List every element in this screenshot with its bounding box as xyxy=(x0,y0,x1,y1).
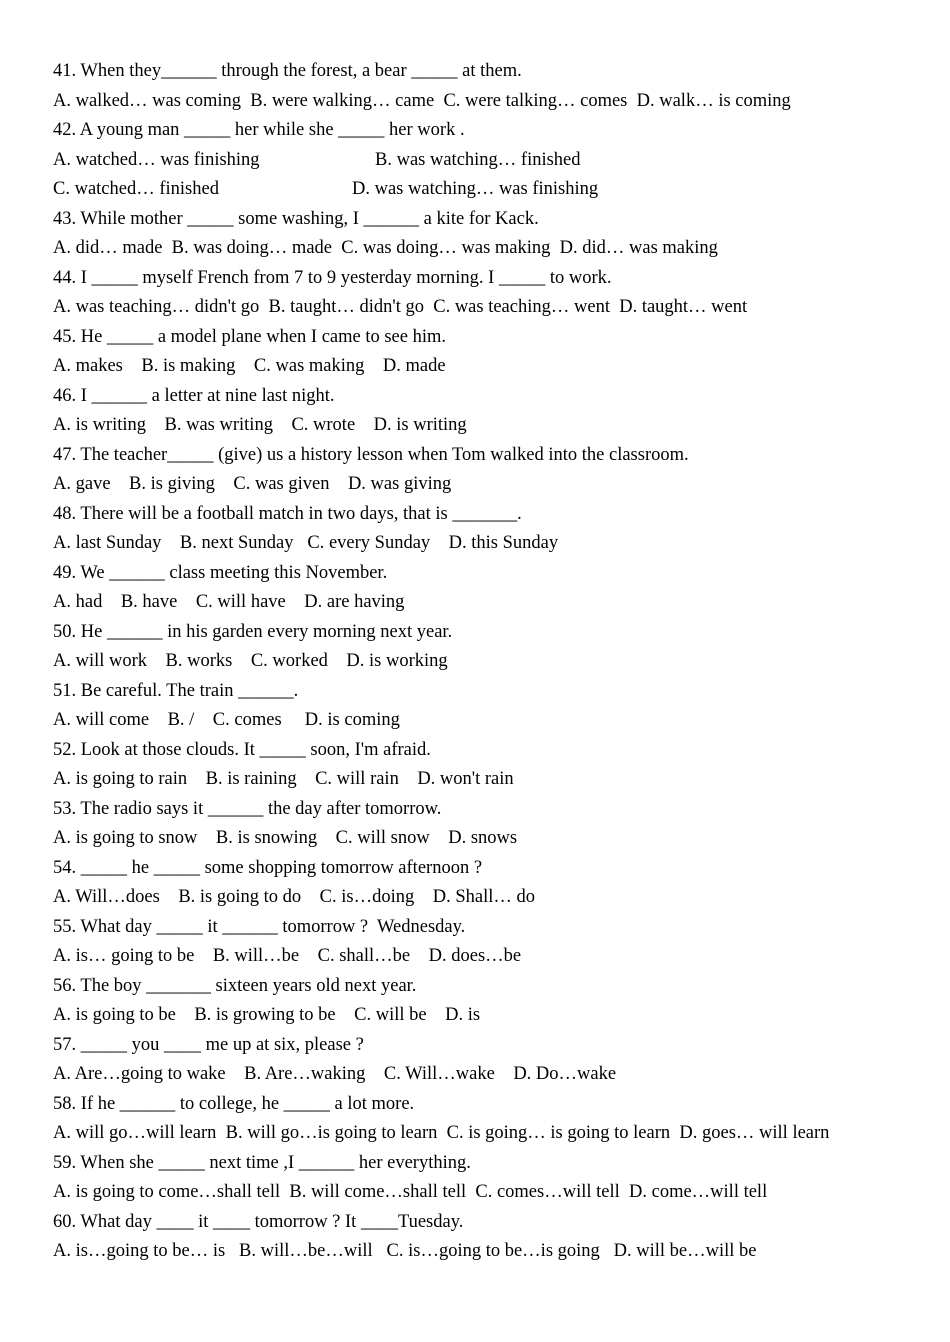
question-56: 56. The boy _______ sixteen years old next year. xyxy=(53,975,417,996)
options-48: A. last Sunday B. next Sunday C. every Sunday D. this Sunday xyxy=(53,533,559,553)
question-57: 57. _____ you ____ me up at six, please ? xyxy=(53,1034,364,1055)
options-44: A. was teaching… didn't go B. taught… didn't go C. was teaching… went D. taught… went xyxy=(53,297,748,317)
options-42-row-2 xyxy=(53,175,933,205)
question-41: 41. When they______ through the forest, a bear _____ at them. xyxy=(53,61,522,81)
question-50: 50. He ______ in his garden every morning next year. xyxy=(53,621,453,642)
question-51: 51. Be careful. The train ______. xyxy=(53,680,299,701)
options-55: A. is… going to be B. will…be C. shall…be D. does…be xyxy=(53,946,522,966)
option-42-c: C. watched… finished xyxy=(53,179,219,199)
question-53: 53. The radio says it ______ the day after tomorrow. xyxy=(53,798,442,819)
question-54: 54. _____ he _____ some shopping tomorrow afternoon ? xyxy=(53,857,483,878)
question-46: 46. I ______ a letter at nine last night. xyxy=(53,385,335,406)
option-42-d: D. was watching… was finishing xyxy=(352,179,599,199)
options-52: A. is going to rain B. is raining C. will rain D. won't rain xyxy=(53,769,514,789)
options-58: A. will go…will learn B. will go…is going to learn C. is going… is going to learn D. goes… will learn xyxy=(53,1123,830,1143)
question-47: 47. The teacher_____ (give) us a history lesson when Tom walked into the classroom. xyxy=(53,444,689,465)
question-58: 58. If he ______ to college, he _____ a lot more. xyxy=(53,1093,415,1114)
options-50: A. will work B. works C. worked D. is working xyxy=(53,651,448,671)
question-45: 45. He _____ a model plane when I came to see him. xyxy=(53,326,447,347)
question-60: 60. What day ____ it ____ tomorrow ? It ____Tuesday. xyxy=(53,1211,464,1232)
question-52: 52. Look at those clouds. It _____ soon, I'm afraid. xyxy=(53,739,431,760)
question-55: 55. What day _____ it ______ tomorrow ? Wednesday. xyxy=(53,916,466,937)
question-44: 44. I _____ myself French from 7 to 9 yesterday morning. I _____ to work. xyxy=(53,267,612,288)
options-54: A. Will…does B. is going to do C. is…doing D. Shall… do xyxy=(53,887,535,907)
question-43: 43. While mother _____ some washing, I ______ a kite for Kack. xyxy=(53,208,539,229)
question-49: 49. We ______ class meeting this November. xyxy=(53,562,388,583)
options-59: A. is going to come…shall tell B. will come…shall tell C. comes…will tell D. come…will tell xyxy=(53,1182,768,1202)
worksheet-page xyxy=(53,57,933,1267)
question-48: 48. There will be a football match in two days, that is _______. xyxy=(53,503,522,524)
options-45: A. makes B. is making C. was making D. made xyxy=(53,356,446,376)
options-49: A. had B. have C. will have D. are having xyxy=(53,592,405,612)
option-42-b: B. was watching… finished xyxy=(375,149,581,170)
options-53: A. is going to snow B. is snowing C. will snow D. snows xyxy=(53,828,518,848)
options-56: A. is going to be B. is growing to be C. will be D. is xyxy=(53,1005,481,1025)
options-51: A. will come B. / C. comes D. is coming xyxy=(53,710,400,730)
options-57: A. Are…going to wake B. Are…waking C. Will…wake D. Do…wake xyxy=(53,1064,617,1084)
options-46: A. is writing B. was writing C. wrote D. is writing xyxy=(53,415,467,435)
options-41: A. walked… was coming B. were walking… came C. were talking… comes D. walk… is coming xyxy=(53,90,791,111)
options-60: A. is…going to be… is B. will…be…will C. is…going to be…is going D. will be…will be xyxy=(53,1241,757,1261)
options-42-row-1 xyxy=(53,146,933,176)
options-47: A. gave B. is giving C. was given D. was giving xyxy=(53,474,452,494)
options-43: A. did… made B. was doing… made C. was doing… was making D. did… was making xyxy=(53,238,718,258)
option-42-a: A. watched… was finishing xyxy=(53,149,260,170)
question-42: 42. A young man _____ her while she _____ her work . xyxy=(53,120,465,140)
question-59: 59. When she _____ next time ,I ______ her everything. xyxy=(53,1152,471,1173)
